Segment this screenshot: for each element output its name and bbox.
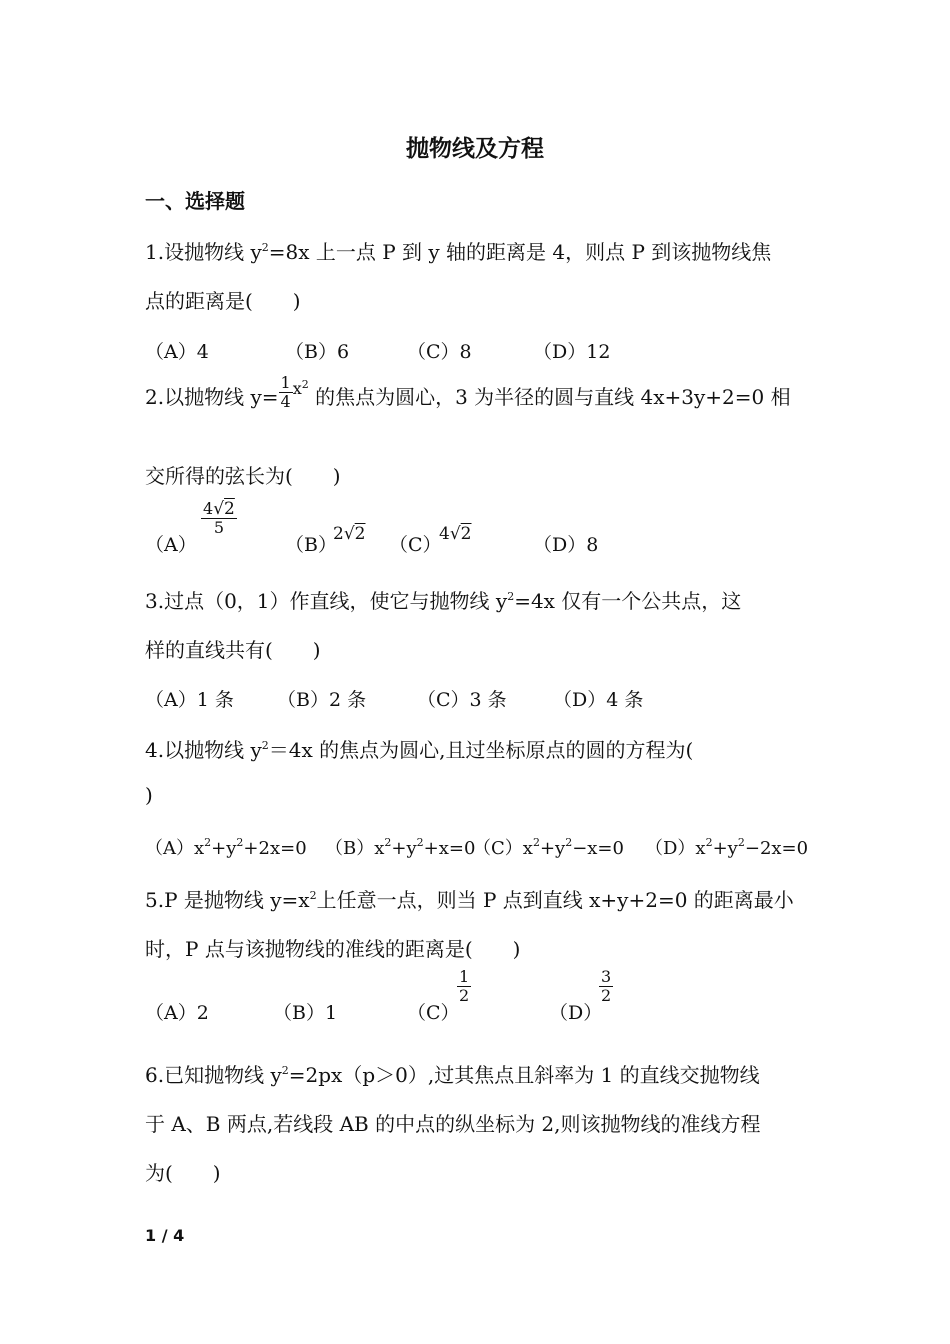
- sqrt-icon: √2: [449, 524, 472, 544]
- q4-option-a: [145, 834, 307, 860]
- q2-option-c-value: [439, 524, 472, 544]
- superscript: 2: [532, 836, 540, 849]
- superscript: 2: [301, 378, 309, 391]
- radicand: 2: [460, 524, 472, 544]
- question-4-line-2: ): [145, 783, 153, 807]
- q4-option-b: [325, 834, 475, 860]
- superscript: 2: [236, 836, 244, 849]
- question-4-line-1: [145, 734, 693, 763]
- fraction-numerator: 1: [280, 373, 291, 392]
- option-text: −x=0: [572, 838, 624, 859]
- option-text: −2x=0: [744, 838, 809, 859]
- option-text: +y: [712, 838, 738, 859]
- q2-option-b-value: [333, 524, 366, 544]
- question-3-line-1: [145, 585, 741, 614]
- fraction-denominator: 2: [459, 986, 470, 1005]
- q3-option-a: （A）1 条: [145, 689, 234, 711]
- fraction-numerator: 3: [601, 967, 612, 986]
- question-6-line-3: 为( ): [145, 1161, 221, 1185]
- q6-text-a: 6.已知抛物线 y: [145, 1063, 282, 1087]
- q2-text-b: 的焦点为圆心，3 为半径的圆与直线 4x+3y+2=0 相: [308, 385, 791, 409]
- option-text: +y: [391, 838, 417, 859]
- q1-option-d: （D）12: [533, 341, 611, 363]
- question-5-line-1: [145, 884, 794, 913]
- q5-text-b: 上任意一点，则当 P 点到直线 x+y+2=0 的距离最小: [316, 888, 794, 912]
- superscript: 2: [705, 836, 713, 849]
- fraction-numerator: 1: [459, 967, 470, 986]
- option-text: （C）x: [473, 838, 533, 859]
- q5-option-a: （A）2: [145, 1002, 209, 1024]
- question-1-line-2: 点的距离是( ): [145, 289, 301, 313]
- q1-option-a: （A）4: [145, 341, 209, 363]
- superscript: 2: [309, 889, 317, 902]
- question-3-line-2: 样的直线共有( ): [145, 638, 321, 662]
- superscript: 2: [565, 836, 573, 849]
- radicand: 2: [354, 524, 366, 544]
- option-text: +x=0: [423, 838, 476, 859]
- q3-option-c: （C）3 条: [417, 689, 507, 711]
- q2-text-a: 2.以抛物线 y=: [145, 385, 279, 409]
- page-title: 抛物线及方程: [406, 136, 544, 162]
- option-text: （D）x: [645, 838, 706, 859]
- coefficient: 4: [439, 524, 450, 544]
- fraction-denominator: 2: [601, 986, 612, 1005]
- section-heading: 一、选择题: [145, 189, 245, 213]
- fraction: [279, 374, 293, 411]
- q5-option-d-fraction: [599, 968, 613, 1005]
- q5-option-c-label: （C）: [407, 1002, 460, 1024]
- q3-option-b: （B）2 条: [277, 689, 367, 711]
- variable-x: x: [292, 379, 302, 398]
- superscript: 2: [384, 836, 392, 849]
- q4-text-b: ＝4x 的焦点为圆心,且过坐标原点的圆的方程为(: [268, 738, 694, 762]
- q2-option-b-label: （B）: [285, 534, 337, 556]
- fraction-denominator: 5: [213, 518, 225, 537]
- option-text: （B）x: [325, 838, 385, 859]
- q4-text-a: 4.以抛物线 y: [145, 738, 262, 762]
- question-2-line-1: [145, 373, 791, 417]
- q2-option-d: （D）8: [533, 534, 599, 556]
- question-5-line-2: 时，P 点与该抛物线的准线的距离是( ): [145, 937, 521, 961]
- option-text: +2x=0: [243, 838, 307, 859]
- page-number: 1 / 4: [145, 1226, 185, 1245]
- superscript: 2: [281, 1064, 289, 1077]
- q5-text-a: 5.P 是抛物线 y=x: [145, 888, 310, 912]
- option-text: +y: [211, 838, 237, 859]
- option-text: +y: [539, 838, 566, 859]
- radicand: 2: [224, 499, 235, 519]
- superscript: 2: [261, 739, 269, 752]
- q6-text-b: =2px（p＞0）,过其焦点且斜率为 1 的直线交抛物线: [288, 1063, 760, 1087]
- option-text: （A）x: [145, 838, 205, 859]
- q5-option-c-fraction: [457, 968, 471, 1005]
- fraction-denominator: 4: [280, 392, 291, 411]
- coefficient: 4: [203, 499, 214, 518]
- q3-text-b: =4x 仅有一个公共点，这: [514, 589, 742, 613]
- q5-option-d-label: （D）: [549, 1002, 603, 1024]
- q4-option-d: [645, 834, 808, 860]
- sqrt-icon: √2: [213, 499, 235, 519]
- sqrt-icon: √2: [343, 524, 366, 544]
- q3-text-a: 3.过点（0，1）作直线，使它与抛物线 y: [145, 589, 508, 613]
- q1-option-b: （B）6: [285, 341, 350, 363]
- superscript: 2: [261, 241, 269, 254]
- q3-option-d: （D）4 条: [553, 689, 644, 711]
- fraction-numerator: [201, 500, 237, 519]
- q1-option-c: （C）8: [407, 341, 472, 363]
- coefficient: 2: [333, 524, 344, 544]
- superscript: 2: [204, 836, 212, 849]
- question-6-line-1: [145, 1059, 760, 1088]
- q2-option-a-fraction: [201, 500, 237, 537]
- q1-text-b: =8x 上一点 P 到 y 轴的距离是 4，则点 P 到该抛物线焦: [268, 240, 772, 264]
- superscript: 2: [507, 590, 515, 603]
- superscript: 2: [737, 836, 745, 849]
- q5-option-b: （B）1: [273, 1002, 338, 1024]
- q2-option-a-label: （A）: [145, 534, 197, 556]
- q2-option-c-label: （C）: [389, 534, 442, 556]
- superscript: 2: [416, 836, 424, 849]
- question-6-line-2: 于 A、B 两点,若线段 AB 的中点的纵坐标为 2,则该抛物线的准线方程: [145, 1112, 761, 1136]
- question-2-line-2: 交所得的弦长为( ): [145, 464, 341, 488]
- question-1-line-1: [145, 236, 771, 265]
- q1-text-a: 1.设抛物线 y: [145, 240, 262, 264]
- q4-option-c: [473, 834, 624, 860]
